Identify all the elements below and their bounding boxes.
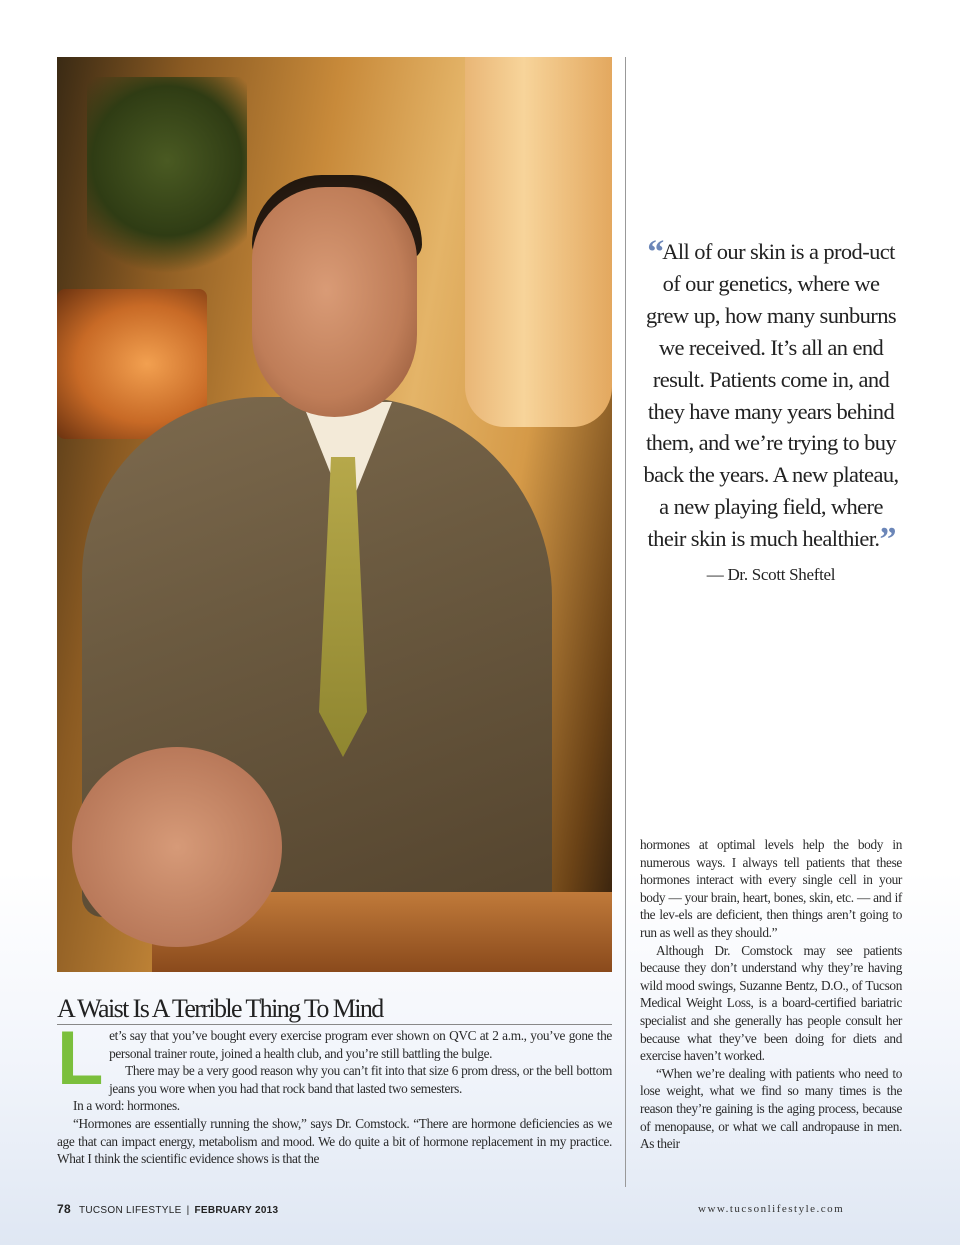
paragraph: “When we’re dealing with patients who need to lose weight, what we find so many times is the reason they’re gaining is the aging process, because of menopause, or what we call andropause in men. As their [640,1065,902,1152]
paragraph: There may be a very good reason why you can’t fit into that size 6 prom dress, or the bell bottom jeans you wore when you had that rock band that lasted two semesters. [109,1063,612,1096]
issue-date: FEBRUARY 2013 [194,1205,279,1216]
footer-separator: | [186,1205,190,1216]
paragraph: hormones at optimal levels help the body in numerous ways. I always tell patients that these hormones interact with every single cell in your body — your brain, heart, bones, skin, etc. — and if the lev-els are deficient, then things aren’t going to run as well as they should.” [640,837,902,940]
plant-background [87,77,247,287]
article-headline: A Waist Is A Terrible Thing To Mind [57,994,612,1025]
paragraph: “Hormones are essentially running the show,” says Dr. Comstock. “There are hormone deficiencies as we age that can impact energy, metabolism and mood. We do quite a bit of hormone replacement in my practice. What I think the scientific evidence shows is that the [57,1115,612,1167]
drop-cap: L [57,1016,104,1101]
open-quote-mark: “ [647,234,663,271]
footer-folio [57,1202,278,1216]
portrait-photo [57,57,612,972]
pull-quote-attribution: — Dr. Scott Sheftel [706,565,836,585]
face [252,187,417,417]
paragraph: In a word: hormones. [73,1098,180,1114]
paragraph: Although Dr. Comstock may see patients because they don’t understand why they’re having wild mood swings, Suzanne Bentz, D.O., of Tucson Medical Weight Loss, is a board-certified bariatric specialist and she generally has people consult her because what they’ve been doing for diets and exercise haven’t worked. [640,942,902,1064]
pull-quote-text: All of our skin is a prod-uct of our genetics, where we grew up, how many sunburns we received. It’s all an end result. Patients come in, and they have many years behind them, and we’re trying to buy back the years. A new plateau, a new playing field, where their skin is much healthier. [643,239,899,552]
website-link[interactable]: www.tucsonlifestyle.com [698,1203,845,1215]
column-divider [625,57,626,1187]
page-number: 78 [57,1202,71,1216]
pull-quote [640,236,902,591]
lamp-right [465,57,612,427]
close-quote-mark: ” [879,521,895,559]
paragraph: et’s say that you’ve bought every exercise program ever shown on QVC at 2 a.m., you’ve gone the personal trainer route, joined a health club, and you’re still battling the bulge. [109,1028,612,1061]
article-column-left [57,1016,612,1168]
article-column-right [640,836,902,1153]
magazine-name: TUCSON LIFESTYLE [78,1205,182,1216]
hands [72,747,282,947]
